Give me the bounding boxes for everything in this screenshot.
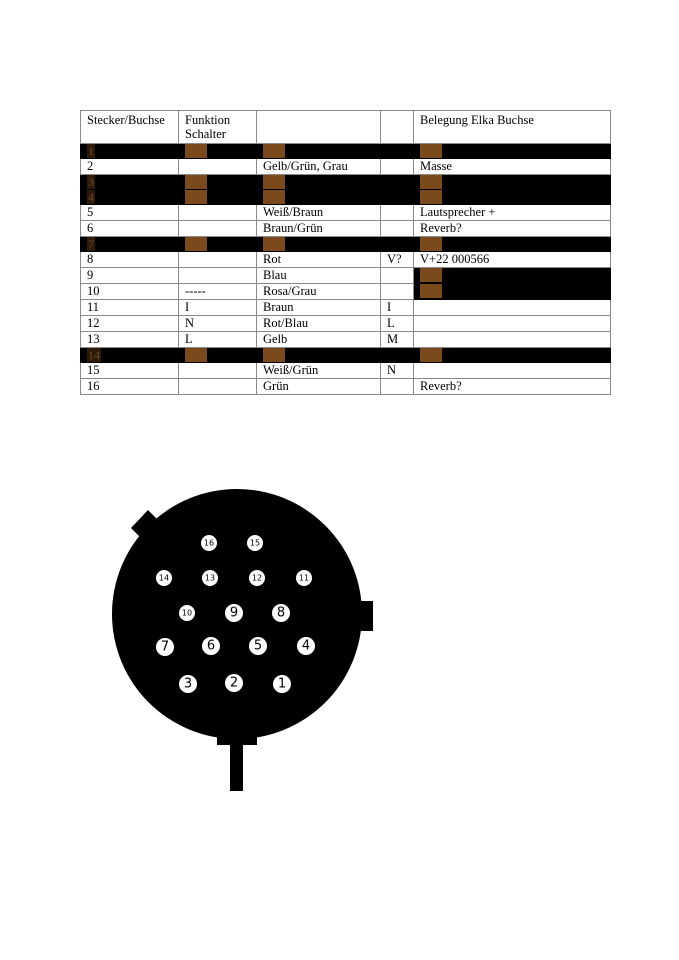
- pin-number: 3: [88, 175, 94, 189]
- pin-label: 16: [203, 538, 215, 548]
- wire-color-cell: Weiß/Braun: [257, 205, 381, 221]
- pin-16: [201, 535, 217, 551]
- pin-number: 13: [81, 332, 179, 348]
- pin-label: 5: [253, 638, 263, 654]
- pin-8: [272, 604, 290, 622]
- assignment-cell: Reverb?: [414, 221, 611, 237]
- function-cell: -----: [179, 284, 257, 300]
- header-stecker-buchse: Stecker/Buchse: [81, 111, 179, 144]
- pin-number: 10: [81, 284, 179, 300]
- pin-label: 6: [206, 638, 216, 654]
- assignment-cell: Masse: [414, 159, 611, 175]
- pin-label: 1: [277, 676, 287, 692]
- wire-color-cell: Braun: [257, 300, 381, 316]
- pin-number: 15: [81, 363, 179, 379]
- pin-1: [273, 675, 291, 693]
- wire-color-cell: Grün: [257, 379, 381, 395]
- pin-5: [249, 637, 267, 655]
- assignment-cell: Lautsprecher +: [414, 205, 611, 221]
- function-cell: L: [179, 332, 257, 348]
- connector-bracket: [217, 732, 257, 745]
- pin-number: 14: [88, 348, 100, 362]
- pin-label: 12: [251, 573, 263, 583]
- code-cell: V?: [381, 252, 414, 268]
- pin-6: [202, 637, 220, 655]
- pin-label: 8: [276, 605, 286, 621]
- pin-label: 7: [160, 639, 170, 655]
- pin-7: [156, 638, 174, 656]
- connector-stem: [230, 744, 243, 791]
- pin-15: [247, 535, 263, 551]
- wire-color-cell: Weiß/Grün: [257, 363, 381, 379]
- pin-number: 1: [88, 144, 94, 158]
- wire-color-cell: Rosa/Grau: [257, 284, 381, 300]
- pin-label: 9: [229, 605, 239, 621]
- pin-label: 10: [181, 608, 193, 618]
- pin-label: 13: [204, 573, 216, 583]
- pin-number: 9: [81, 268, 179, 284]
- pin-14: [156, 570, 172, 586]
- pin-number: 2: [81, 159, 179, 175]
- code-cell: L: [381, 316, 414, 332]
- pin-number: 6: [81, 221, 179, 237]
- wire-color-cell: Gelb: [257, 332, 381, 348]
- function-cell: I: [179, 300, 257, 316]
- pin-label: 2: [229, 675, 239, 691]
- pin-number: 5: [81, 205, 179, 221]
- pin-13: [202, 570, 218, 586]
- pin-label: 15: [249, 538, 261, 548]
- pin-2: [225, 674, 243, 692]
- pin-11: [296, 570, 312, 586]
- pin-12: [249, 570, 265, 586]
- assignment-cell: Reverb?: [414, 379, 611, 395]
- pin-number: 16: [81, 379, 179, 395]
- wire-color-cell: Rot/Blau: [257, 316, 381, 332]
- pin-label: 14: [158, 573, 170, 583]
- header-funktion-schalter: Funktion Schalter: [179, 111, 257, 144]
- wire-color-cell: Gelb/Grün, Grau: [257, 159, 381, 175]
- pin-4: [297, 637, 315, 655]
- pin-number: 4: [88, 190, 94, 204]
- pin-10: [179, 605, 195, 621]
- wire-color-cell: Braun/Grün: [257, 221, 381, 237]
- code-cell: M: [381, 332, 414, 348]
- code-cell: N: [381, 363, 414, 379]
- header-belegung-elka-buchse: Belegung Elka Buchse: [414, 111, 611, 144]
- pin-label: 3: [183, 676, 193, 692]
- pin-number: 11: [81, 300, 179, 316]
- pin-number: 7: [88, 237, 94, 251]
- pin-9: [225, 604, 243, 622]
- pin-label: 4: [301, 638, 311, 654]
- pin-label: 11: [298, 573, 310, 583]
- pin-number: 8: [81, 252, 179, 268]
- wire-color-cell: Rot: [257, 252, 381, 268]
- pin-number: 12: [81, 316, 179, 332]
- wire-color-cell: Blau: [257, 268, 381, 284]
- pin-3: [179, 675, 197, 693]
- function-cell: N: [179, 316, 257, 332]
- assignment-cell: V+22 000566: [414, 252, 611, 268]
- code-cell: I: [381, 300, 414, 316]
